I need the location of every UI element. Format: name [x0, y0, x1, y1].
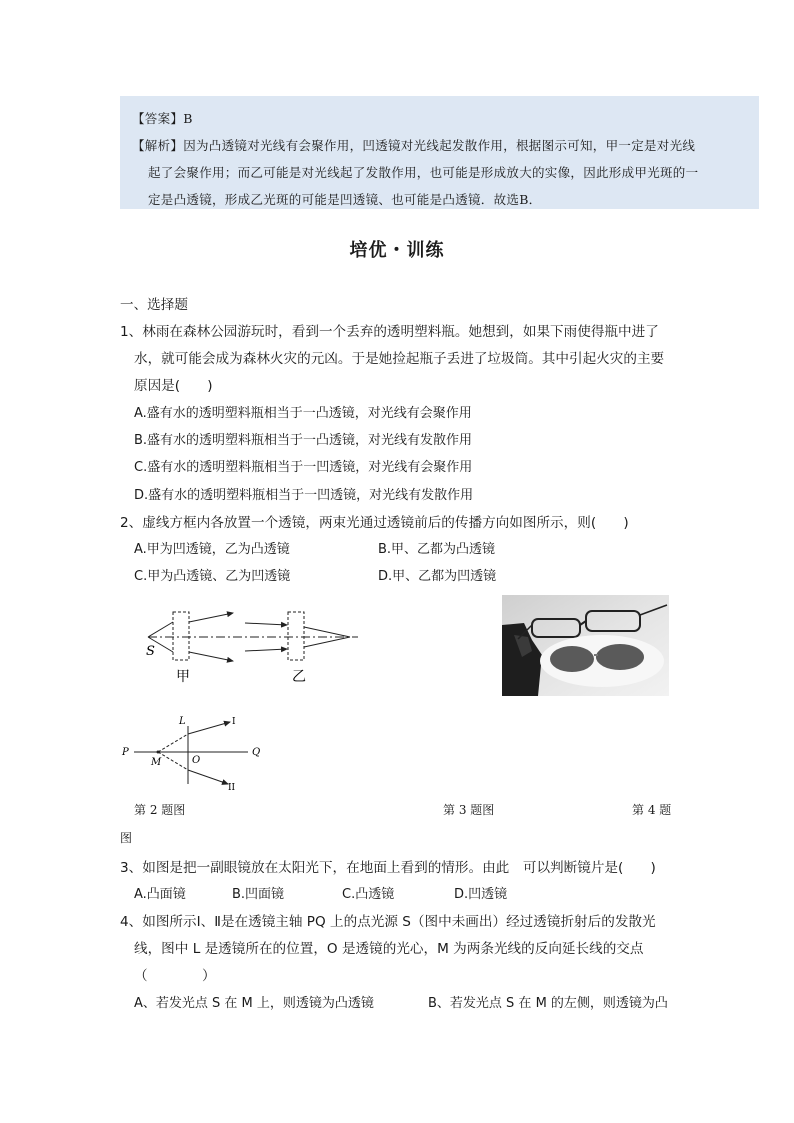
q3-option-a: A.凸面镜 [134, 887, 186, 902]
q2-option-b: B.甲、乙都为凸透镜 [378, 542, 496, 557]
label-ray-i: I [232, 717, 236, 727]
q2-stem: 2、虚线方框内各放置一个透镜，两束光通过透镜前后的传播方向如图所示，则( ) [120, 515, 629, 531]
analysis-line: 起了会聚作用；而乙可能是对光线起了发散作用，也可能是形成放大的实像，因此形成甲光斑的一 [148, 165, 699, 180]
q2-option-c: C.甲为凸透镜、乙为凹透镜 [134, 569, 291, 584]
label-q: Q [252, 747, 261, 758]
q3-stem: 3、如图是把一副眼镜放在太阳光下，在地面上看到的情形。由此 可以判断镜片是( ) [120, 860, 656, 876]
q1-option-a: A.盛有水的透明塑料瓶相当于一凸透镜，对光线有会聚作用 [134, 406, 472, 421]
q4-option-a: A、若发光点 S 在 M 上，则透镜为凸透镜 [134, 996, 374, 1011]
q1-stem-line: 1、林雨在森林公园游玩时，看到一个丢弃的透明塑料瓶。她想到，如果下雨使得瓶中进了 [120, 324, 659, 340]
label-yi: 乙 [292, 669, 306, 685]
caption-figure-4: 第 4 题 [632, 803, 672, 817]
q4-option-b: B、若发光点 S 在 M 的左侧，则透镜为凸 [428, 996, 668, 1011]
figure-3-eyeglasses-photo [502, 595, 669, 696]
label-jia: 甲 [176, 669, 190, 685]
q1-option-d: D.盛有水的透明塑料瓶相当于一凹透镜，对光线有发散作用 [134, 488, 474, 503]
caption-figure-3: 第 3 题图 [443, 803, 495, 817]
q1-option-c: C.盛有水的透明塑料瓶相当于一凹透镜，对光线有会聚作用 [134, 460, 473, 475]
q2-option-a: A.甲为凹透镜，乙为凸透镜 [134, 542, 290, 557]
analysis-line: 【解析】因为凸透镜对光线有会聚作用，凹透镜对光线起发散作用，根据图示可知，甲一定是对光线 [132, 138, 696, 153]
q3-option-b: B.凹面镜 [232, 887, 285, 902]
answer-line: 【答案】B [132, 111, 193, 126]
caption-figure-2: 第 2 题图 [134, 803, 186, 817]
q4-stem-line: （ ） [134, 968, 216, 984]
q1-option-b: B.盛有水的透明塑料瓶相当于一凸透镜，对光线有发散作用 [134, 433, 473, 448]
label-s: S [146, 644, 155, 659]
section-title: 培优・训练 [349, 240, 445, 261]
lens-box-jia [173, 612, 189, 660]
q3-option-d: D.凹透镜 [454, 887, 508, 902]
figure-2-lens-diagram [140, 605, 370, 685]
label-m: M [151, 757, 162, 768]
label-ray-ii: II [228, 783, 236, 792]
caption-figure-4-wrap: 图 [120, 831, 133, 845]
label-p: P [122, 747, 129, 758]
q4-stem-line: 4、如图所示Ⅰ、Ⅱ是在透镜主轴 PQ 上的点光源 S（图中未画出）经过透镜折射后的发散光 [120, 914, 656, 930]
q3-option-c: C.凸透镜 [342, 887, 395, 902]
lens-box-yi [288, 612, 304, 660]
q2-option-d: D.甲、乙都为凹透镜 [378, 569, 497, 584]
label-o: O [192, 755, 201, 766]
analysis-line: 定是凸透镜，形成乙光斑的可能是凹透镜、也可能是凸透镜．故选B． [148, 192, 542, 207]
answer-box [120, 96, 759, 209]
part-heading: 一、选择题 [120, 297, 188, 313]
figure-4-ray-diagram [120, 712, 270, 792]
q4-stem-line: 线，图中 L 是透镜所在的位置，O 是透镜的光心，M 为两条光线的反向延长线的交点 [134, 941, 644, 957]
q1-stem-line: 原因是( ) [134, 378, 213, 394]
label-l: L [179, 716, 186, 727]
q1-stem-line: 水，就可能会成为森林火灾的元凶。于是她捡起瓶子丢进了垃圾筒。其中引起火灾的主要 [134, 351, 665, 367]
